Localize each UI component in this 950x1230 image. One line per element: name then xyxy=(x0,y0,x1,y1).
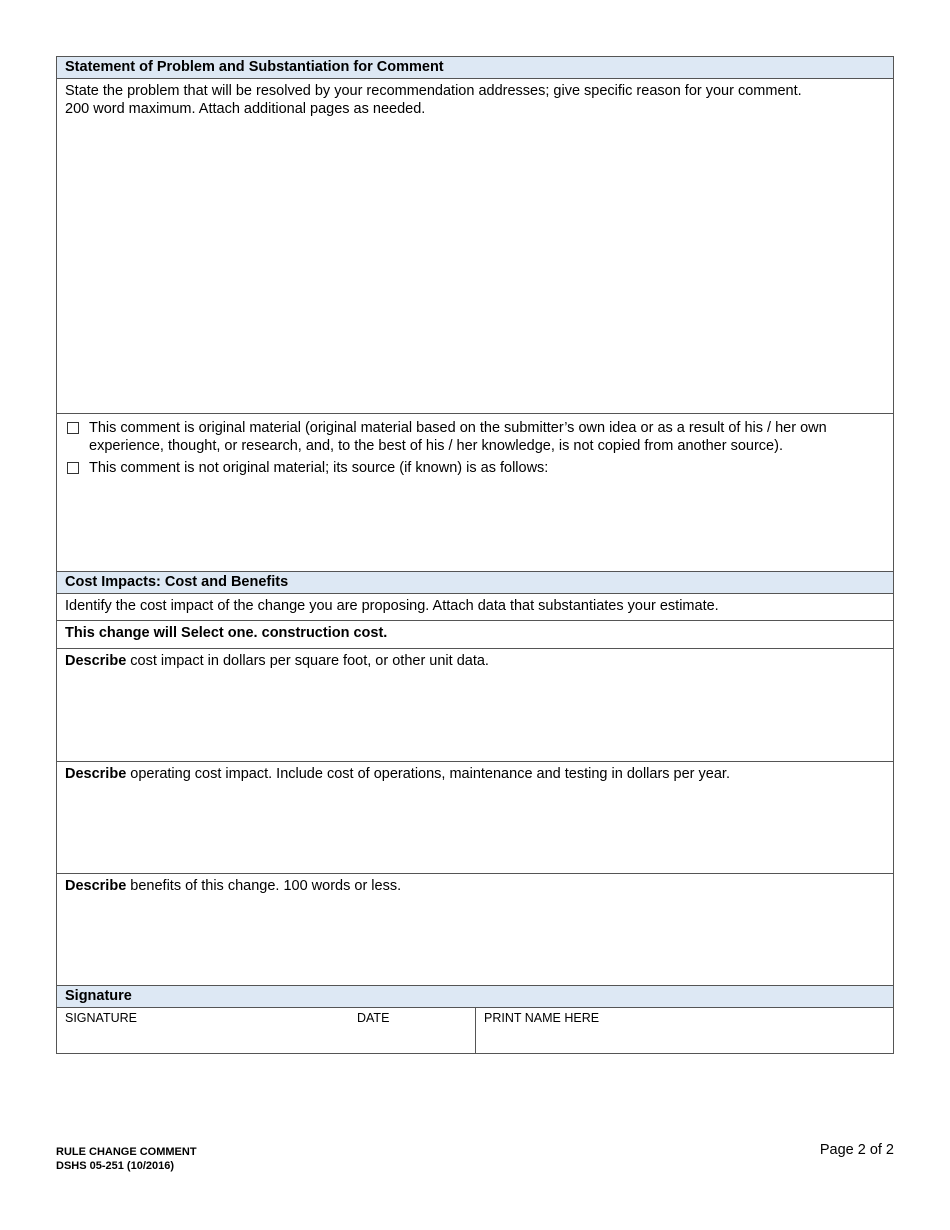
signature-row xyxy=(57,1008,893,1053)
statement-instructions-line1: State the problem that will be resolved by your recommendation addresses; give specific reason for your comment. xyxy=(65,83,802,99)
cost-impacts-header: Cost Impacts: Cost and Benefits xyxy=(57,572,893,594)
originality-section xyxy=(57,414,893,572)
original-material-label-line2: experience, thought, or research, and, to the best of his / her knowledge, is not copied from another source). xyxy=(89,438,783,454)
rule-change-form xyxy=(56,56,894,1054)
statement-instructions-line2: 200 word maximum. Attach additional pages as needed. xyxy=(65,101,426,117)
describe-benefits-text: benefits of this change. 100 words or less. xyxy=(130,878,402,894)
cost-change-suffix: construction cost. xyxy=(261,625,388,641)
signature-label: SIGNATURE xyxy=(65,1011,137,1025)
original-material-checkbox[interactable] xyxy=(67,422,79,434)
form-title: RULE CHANGE COMMENT xyxy=(56,1146,197,1158)
signature-date-field[interactable] xyxy=(57,1008,476,1053)
statement-field[interactable] xyxy=(57,79,893,414)
not-original-material-label: This comment is not original material; its source (if known) is as follows: xyxy=(89,460,549,476)
cost-instructions: Identify the cost impact of the change you are proposing. Attach data that substantiates your estimate. xyxy=(57,594,893,621)
original-material-label-line1: This comment is original material (original material based on the submitter’s own idea or as a result of his / her own xyxy=(89,420,827,436)
statement-header: Statement of Problem and Substantiation for Comment xyxy=(57,57,893,79)
original-material-option[interactable] xyxy=(65,419,885,455)
cost-change-line xyxy=(57,621,893,649)
date-label: DATE xyxy=(357,1011,390,1025)
form-footer xyxy=(56,1145,197,1173)
print-name-field[interactable] xyxy=(476,1008,893,1053)
describe-word: Describe xyxy=(65,766,127,782)
operating-cost-field[interactable] xyxy=(57,762,893,874)
print-name-label: PRINT NAME HERE xyxy=(484,1011,600,1025)
not-original-material-option[interactable] xyxy=(65,459,885,477)
cost-change-select[interactable]: Select one. xyxy=(181,625,258,641)
construction-cost-field[interactable] xyxy=(57,649,893,762)
cost-change-prefix: This change will xyxy=(65,625,177,641)
describe-word: Describe xyxy=(65,653,127,669)
describe-operating-text: operating cost impact. Include cost of operations, maintenance and testing in dollars per year. xyxy=(130,766,730,782)
signature-header: Signature xyxy=(57,986,893,1008)
page-number: Page 2 of 2 xyxy=(819,1142,894,1158)
not-original-material-checkbox[interactable] xyxy=(67,462,79,474)
describe-word: Describe xyxy=(65,878,127,894)
form-number: DSHS 05-251 (10/2016) xyxy=(56,1160,175,1172)
benefits-field[interactable] xyxy=(57,874,893,986)
describe-construction-text: cost impact in dollars per square foot, or other unit data. xyxy=(130,653,489,669)
